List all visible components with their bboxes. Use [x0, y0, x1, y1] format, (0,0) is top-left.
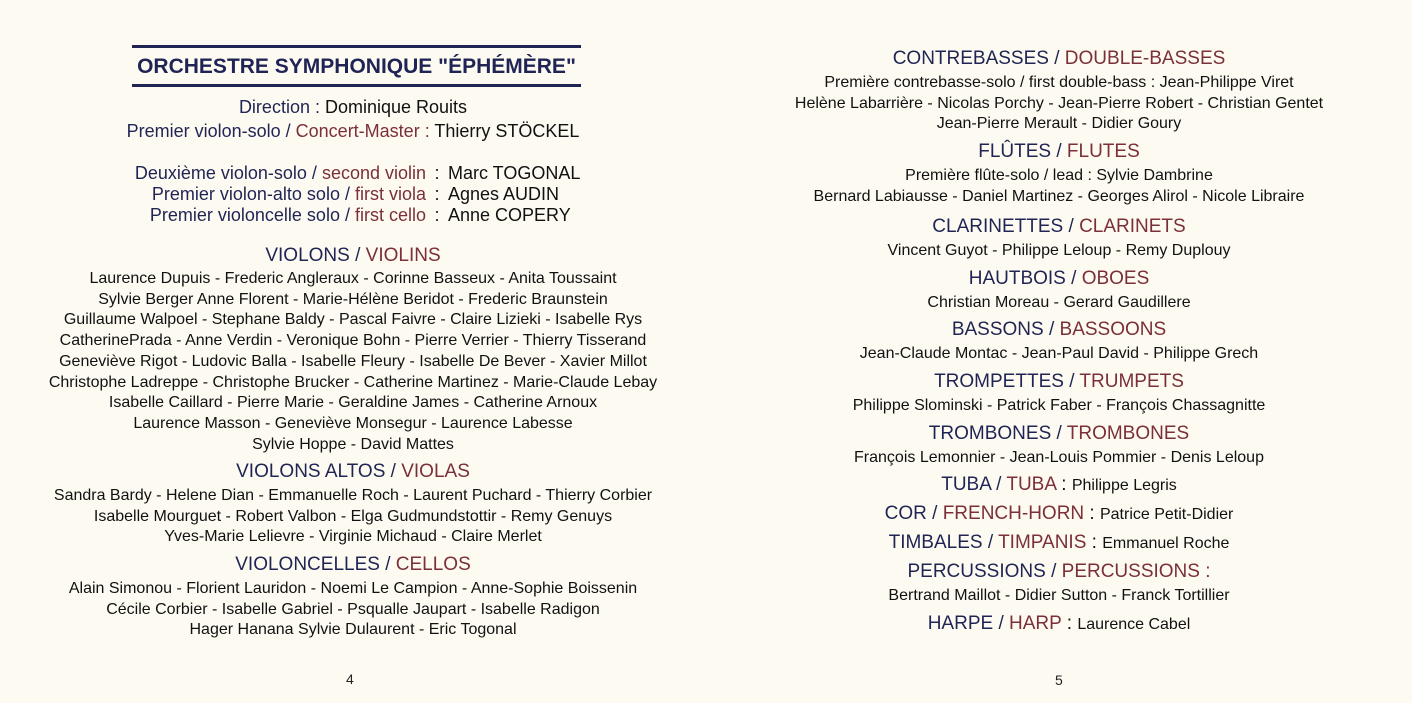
section-heading-fr: TIMBALES / [888, 532, 994, 553]
section-heading-en: PERCUSSIONS : [1061, 561, 1211, 582]
section-heading-fr: HARPE / [927, 613, 1004, 634]
section-heading-en: BASSOONS [1059, 319, 1167, 340]
soloists-block [110, 163, 580, 226]
names-line: Yves-Marie Lelievre - Virginie Michaud - Claire Merlet [164, 528, 542, 546]
section-heading-fr: TROMPETTES / [934, 371, 1075, 392]
separator: : [1061, 613, 1078, 634]
section-heading-violas [0, 461, 706, 483]
soloist-name: Marc TOGONAL [448, 163, 581, 183]
section-heading-fr: TUBA / [941, 474, 1002, 495]
separator: : [1055, 474, 1072, 495]
soloist-row [110, 163, 580, 184]
names-line: Première flûte-solo / lead : Sylvie Dambrine [905, 167, 1213, 184]
names-line: Sandra Bardy - Helene Dian - Emmanuelle Roch - Laurent Puchard - Thierry Corbier [53, 487, 653, 504]
section-heading-fr: VIOLONS ALTOS / [236, 461, 396, 482]
flutes-names [706, 166, 1412, 207]
names-line: Guillaume Walpoel - Stephane Baldy - Pascal Faivre - Claire Lizieki - Isabelle Rys [63, 311, 643, 329]
section-heading-fr: CONTREBASSES / [892, 48, 1060, 69]
names-line: François Lemonnier - Jean-Louis Pommier - Denis Leloup [854, 449, 1264, 466]
section-heading-en: DOUBLE-BASSES [1064, 48, 1226, 69]
player-name: Emmanuel Roche [1102, 535, 1230, 552]
section-heading-oboes [706, 268, 1412, 290]
player-name: Philippe Legris [1071, 477, 1177, 494]
section-heading-en: HARP [1009, 613, 1062, 634]
right-page [706, 0, 1412, 703]
names-line: Première contrebasse-solo / first double-bass : Jean-Philippe Viret [824, 74, 1294, 91]
concert-master-label-fr: Premier violon-solo / [126, 121, 291, 141]
soloist-name: Agnes AUDIN [448, 184, 560, 204]
section-heading-cellos [0, 554, 706, 576]
soloist-label-en: second violin [321, 163, 426, 183]
names-line: Christophe Ladreppe - Christophe Brucker - Catherine Martinez - Marie-Claude Lebay [48, 373, 658, 391]
section-heading-double-basses [706, 48, 1412, 70]
direction-label: Direction : [238, 97, 320, 117]
names-line: Sylvie Hoppe - David Mattes [252, 435, 454, 453]
soloist-label-fr: Premier violoncelle solo / [149, 205, 350, 225]
separator: : [1084, 503, 1100, 524]
names-line: Alain Simonou - Florient Lauridon - Noemi Le Campion - Anne-Sophie Boissenin [68, 580, 638, 597]
soloist-colon: : [434, 163, 440, 183]
section-heading-fr: PERCUSSIONS / [907, 561, 1057, 582]
concert-master-label-en: Concert-Master : [295, 121, 430, 141]
section-tuba [706, 474, 1412, 496]
player-name: Laurence Cabel [1077, 616, 1191, 633]
names-line: Sylvie Berger Anne Florent - Marie-Hélène Beridot - Frederic Braunstein [98, 290, 608, 308]
names-line: CatherinePrada - Anne Verdin - Veronique Bohn - Pierre Verrier - Thierry Tisserand [59, 332, 647, 350]
section-heading-en: TUBA [1006, 474, 1056, 495]
section-heading-fr: VIOLONS / [265, 245, 361, 266]
concert-master-name: Thierry STÖCKEL [434, 121, 580, 141]
section-heading-fr: CLARINETTES / [932, 216, 1074, 237]
section-harp [706, 613, 1412, 635]
soloist-name: Anne COPERY [448, 205, 571, 225]
section-heading-trombones [706, 423, 1412, 445]
names-line: Jean-Claude Montac - Jean-Paul David - Philippe Grech [859, 345, 1259, 362]
names-line: Hager Hanana Sylvie Dulaurent - Eric Togonal [189, 621, 517, 639]
orchestra-title-box [132, 45, 581, 87]
section-heading-en: OBOES [1081, 268, 1150, 289]
page-number: 5 [1055, 672, 1063, 688]
page-number: 4 [346, 671, 354, 687]
section-heading-en: TRUMPETS [1079, 371, 1184, 392]
section-heading-fr: VIOLONCELLES / [235, 554, 391, 575]
names-line: Isabelle Mourguet - Robert Valbon - Elga Gudmundstottir - Remy Genuys [93, 507, 613, 525]
percussions-names [706, 586, 1412, 607]
soloist-label-en: first viola [354, 184, 426, 204]
direction-name: Dominique Rouits [324, 97, 468, 117]
soloist-colon: : [434, 205, 440, 225]
section-heading-en: VIOLINS [365, 245, 441, 266]
names-line: Laurence Dupuis - Frederic Angleraux - Corinne Basseux - Anita Toussaint [89, 270, 617, 287]
section-heading-en: CLARINETS [1079, 216, 1186, 237]
section-heading-en: CELLOS [395, 554, 471, 575]
names-line: Vincent Guyot - Philippe Leloup - Remy Duplouy [887, 242, 1231, 259]
separator: : [1086, 532, 1103, 553]
names-line: Bernard Labiausse - Daniel Martinez - Georges Alirol - Nicole Libraire [813, 187, 1305, 205]
names-line: Helène Labarrière - Nicolas Porchy - Jean-Pierre Robert - Christian Gentet [794, 94, 1324, 112]
names-line: Laurence Masson - Geneviève Monsegur - Laurence Labesse [133, 414, 573, 432]
section-heading-en: TROMBONES [1066, 423, 1190, 444]
section-heading-percussions [706, 561, 1412, 583]
soloist-row [110, 205, 580, 226]
section-heading-fr: HAUTBOIS / [968, 268, 1077, 289]
names-line: Cécile Corbier - Isabelle Gabriel - Psqualle Jaupart - Isabelle Radigon [106, 600, 600, 618]
soloist-colon: : [434, 184, 440, 204]
section-heading-fr: COR / [884, 503, 938, 524]
soloist-label-fr: Premier violon-alto solo / [151, 184, 350, 204]
player-name: Patrice Petit-Didier [1099, 506, 1234, 523]
names-line: Jean-Pierre Merault - Didier Goury [936, 115, 1182, 133]
double-basses-names [706, 73, 1412, 135]
section-heading-fr: BASSONS / [951, 319, 1055, 340]
section-heading-clarinets [706, 216, 1412, 238]
section-heading-en: FLUTES [1066, 141, 1140, 162]
oboes-names [706, 293, 1412, 314]
section-heading-fr: FLÛTES / [978, 141, 1062, 162]
names-line: Isabelle Caillard - Pierre Marie - Geraldine James - Catherine Arnoux [108, 394, 598, 412]
concert-master-line [0, 121, 706, 142]
names-line: Christian Moreau - Gerard Gaudillere [927, 294, 1191, 311]
names-line: Philippe Slominski - Patrick Faber - François Chassagnitte [852, 397, 1266, 414]
section-heading-en: TIMPANIS [998, 532, 1087, 553]
names-line: Geneviève Rigot - Ludovic Balla - Isabelle Fleury - Isabelle De Bever - Xavier Millot [59, 352, 647, 370]
direction-line [0, 97, 706, 118]
soloist-label-fr: Deuxième violon-solo / [134, 163, 317, 183]
orchestra-title: ORCHESTRE SYMPHONIQUE "ÉPHÉMÈRE" [137, 55, 576, 78]
section-heading-trumpets [706, 371, 1412, 393]
clarinets-names [706, 241, 1412, 262]
section-heading-en: VIOLAS [401, 461, 470, 482]
section-heading-bassoons [706, 319, 1412, 341]
soloist-row [110, 184, 580, 205]
section-heading-fr: TROMBONES / [928, 423, 1062, 444]
names-line: Bertrand Maillot - Didier Sutton - Franck Tortillier [888, 587, 1230, 604]
trumpets-names [706, 396, 1412, 417]
bassoons-names [706, 344, 1412, 365]
section-heading-flutes [706, 141, 1412, 163]
trombones-names [706, 448, 1412, 469]
violins-names [0, 269, 706, 455]
violas-names [0, 486, 706, 548]
soloist-label-en: first cello [354, 205, 426, 225]
section-french-horn [706, 503, 1412, 525]
section-timpani [706, 532, 1412, 554]
section-heading-en: FRENCH-HORN [942, 503, 1085, 524]
section-heading-violins [0, 245, 706, 267]
cellos-names [0, 579, 706, 641]
